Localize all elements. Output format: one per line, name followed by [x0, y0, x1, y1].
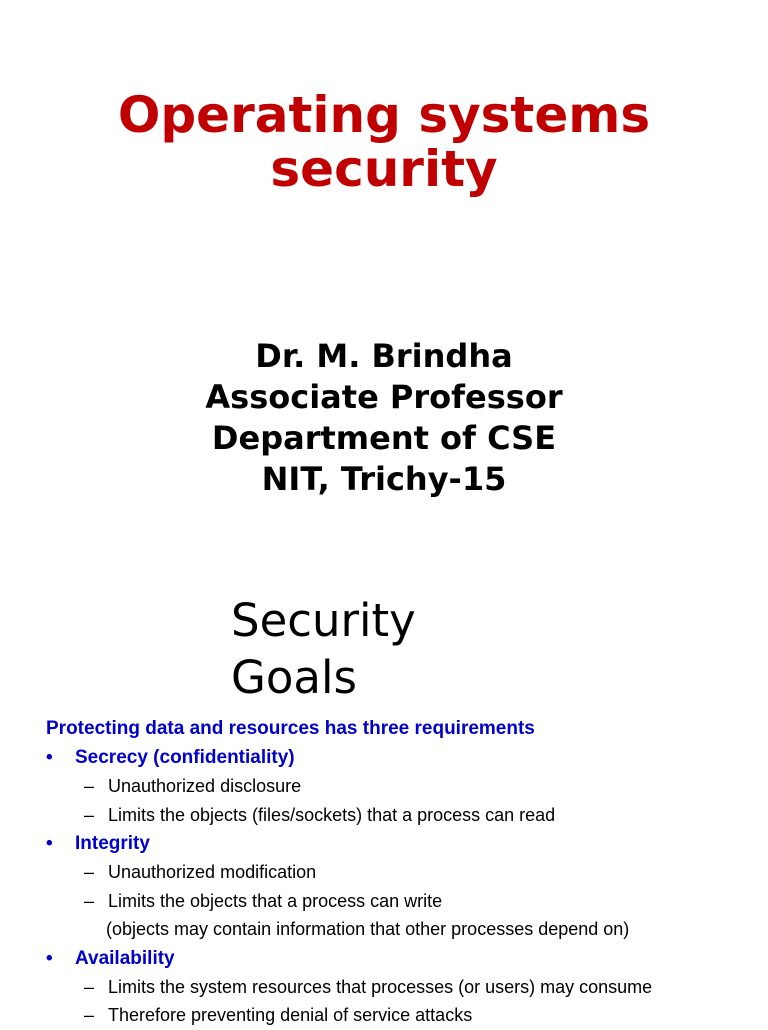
sub-item — [46, 973, 756, 1002]
dash-icon: – — [84, 862, 95, 882]
goals-content — [46, 714, 756, 1030]
title-line-2: security — [270, 140, 498, 198]
sub-item-text: Limits the system resources that processes (or users) may consume — [108, 976, 653, 997]
sub-item — [46, 887, 756, 916]
author-institute: NIT, Trichy-15 — [261, 460, 507, 498]
sub-item-text: Unauthorized modification — [108, 862, 317, 882]
dash-icon: – — [84, 804, 95, 825]
title-line-1: Operating systems — [117, 86, 651, 144]
intro-text: Protecting data and resources has three requirements — [46, 718, 535, 739]
sub-item-text: Limits the objects that a process can write — [108, 890, 443, 911]
dash-icon: – — [84, 890, 95, 911]
section-heading-line-2: Goals — [231, 651, 357, 704]
goal-label: Secrecy (confidentiality) — [75, 747, 295, 768]
author-block — [0, 336, 768, 500]
bullet-icon: • — [46, 947, 53, 969]
section-heading-line-1: Security — [231, 594, 416, 647]
sub-item — [46, 1001, 756, 1030]
sub-item-text: Limits the objects (files/sockets) that a process can read — [108, 804, 556, 825]
sub-item-text: Therefore preventing denial of service attacks — [108, 1005, 473, 1025]
sub-item — [46, 858, 756, 887]
goal-label: Integrity — [75, 833, 150, 854]
goal-integrity — [46, 829, 756, 858]
bullet-icon: • — [46, 833, 53, 854]
author-position: Associate Professor — [205, 378, 563, 416]
goal-availability — [46, 944, 756, 973]
goal-label: Availability — [75, 947, 175, 969]
sub-item-note: (objects may contain information that other processes depend on) — [106, 919, 630, 939]
section-heading — [231, 592, 416, 706]
author-name: Dr. M. Brindha — [255, 337, 513, 375]
slide-title — [0, 88, 768, 196]
dash-icon: – — [84, 1005, 95, 1025]
bullet-icon: • — [46, 747, 53, 768]
sub-item — [46, 772, 756, 801]
dash-icon: – — [84, 976, 95, 997]
sub-item-text: Unauthorized disclosure — [108, 776, 302, 796]
goal-secrecy — [46, 743, 756, 772]
sub-item — [46, 801, 756, 830]
dash-icon: – — [84, 776, 95, 796]
author-department: Department of CSE — [211, 419, 557, 457]
